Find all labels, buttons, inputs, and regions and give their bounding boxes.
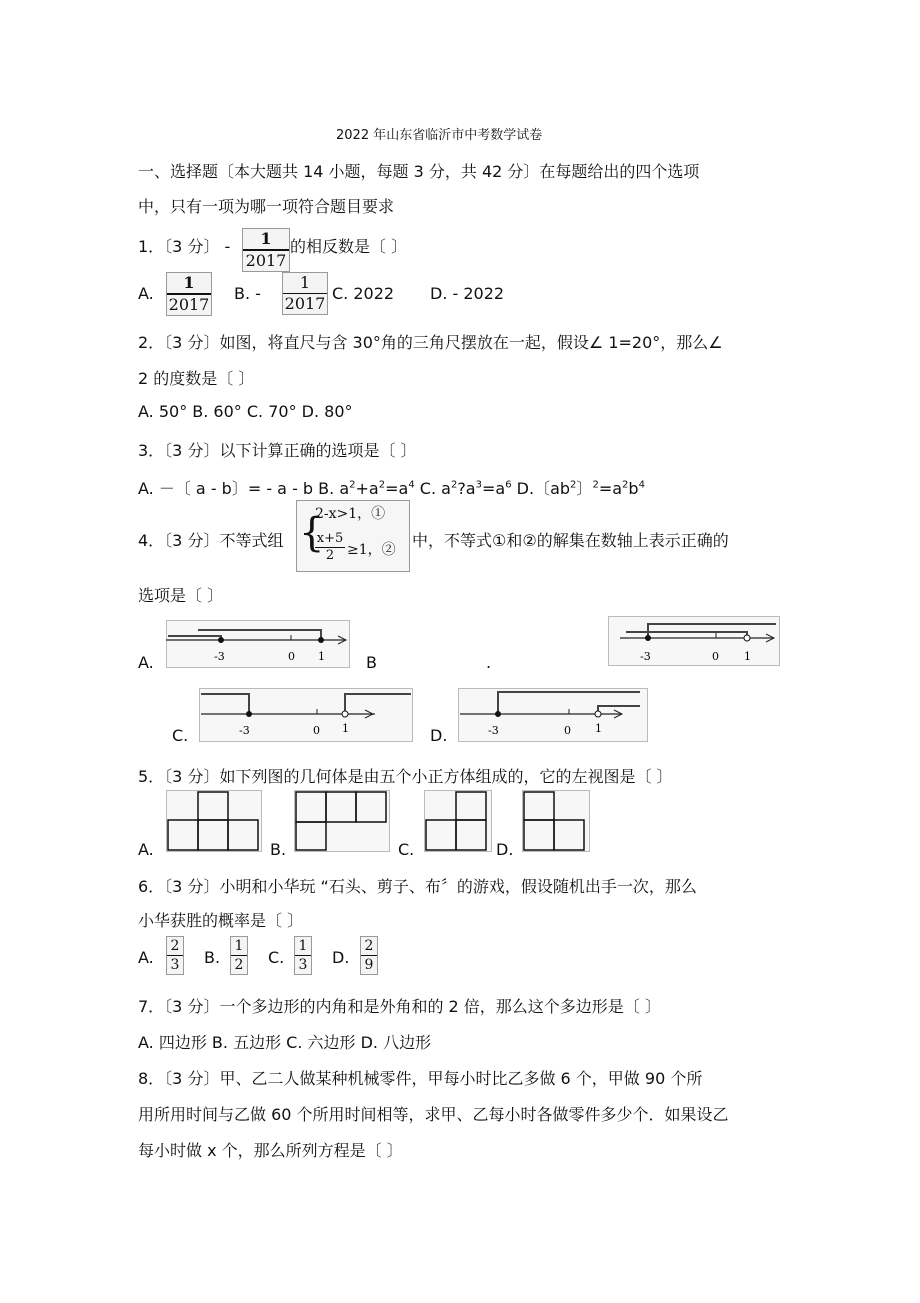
figure-frame: [200, 689, 413, 742]
q7-stem: 7．〔3 分〕一个多边形的内角和是外角和的 2 倍，那么这个多边形是〔 〕: [138, 997, 661, 1016]
tick-label: -3: [239, 724, 250, 737]
q5-option-d-label: D.: [496, 840, 514, 859]
q6-option-d-label: D.: [332, 948, 350, 967]
q4-option-a-label: A.: [138, 653, 154, 672]
open-dot: [595, 711, 601, 717]
q6-c-den: 3: [298, 957, 308, 973]
q3-eq: =a: [598, 479, 623, 498]
figure-frame: [295, 791, 390, 852]
q8-stem-line1: 8．〔3 分〕甲、乙二人做某种机械零件，甲每小时比乙多做 6 个，甲做 90 个所: [138, 1069, 703, 1088]
q6-option-c-fraction: [294, 936, 312, 975]
q6-b-num: 1: [231, 937, 247, 956]
q6-option-b-fraction: [230, 936, 248, 975]
tick-label: -3: [488, 724, 499, 737]
q6-d-num: 2: [361, 937, 377, 956]
q5-option-a-view: [166, 790, 262, 852]
q4-ineq2-num: x+5: [316, 531, 344, 546]
q3-eq: =a: [385, 479, 409, 498]
q3-sup: 2: [378, 479, 386, 491]
q3-sup: 2: [622, 479, 629, 491]
open-dot: [342, 711, 348, 717]
q1-option-b-den: 2017: [284, 294, 326, 313]
page-title: 2022 年山东省临沂市中考数学试卷: [336, 128, 543, 143]
q1-option-c: C. 2022: [332, 284, 395, 303]
q4-option-b-label: B: [366, 653, 377, 672]
q1-option-a-num: 1: [167, 273, 211, 295]
tick-label: 0: [712, 650, 719, 663]
tick-label: -3: [214, 650, 225, 663]
closed-dot: [495, 711, 501, 717]
q1-option-b-num: 1: [283, 273, 327, 294]
q4-option-b-dot: .: [486, 653, 492, 672]
q3-sup: 2: [349, 479, 356, 491]
q1-option-b-fraction: [282, 272, 328, 315]
q4-option-b-numberline: [608, 616, 780, 666]
q3-opt-d: D.〔ab: [511, 479, 571, 498]
q2-options: A. 50° B. 60° C. 70° D. 80°: [138, 402, 353, 421]
q4-ineq2-frac: [315, 531, 345, 564]
tick-label: 1: [342, 722, 349, 735]
closed-dot: [645, 635, 651, 641]
q3-opt-c: C. a: [414, 479, 451, 498]
tick-label: 1: [595, 722, 602, 735]
q4-stem-line2: 选项是〔 〕: [138, 586, 224, 605]
q3-sup: 4: [408, 479, 415, 491]
q7-options: A. 四边形 B. 五边形 C. 六边形 D. 八边形: [138, 1033, 432, 1052]
q3-paren: 〕: [576, 479, 593, 498]
q8-stem-line3: 每小时做 x 个，那么所列方程是〔 〕: [138, 1141, 403, 1160]
q3-plus: +a: [355, 479, 379, 498]
q3-options: [138, 476, 645, 499]
q6-a-num: 2: [167, 937, 183, 956]
q5-option-b-label: B.: [270, 840, 287, 859]
open-dot: [744, 635, 750, 641]
tick-label: 1: [744, 650, 751, 663]
q1-fraction-num: 1: [243, 229, 289, 251]
q3-sup: 2: [570, 479, 577, 491]
tick-label: 0: [564, 724, 571, 737]
q3-sup: 4: [638, 479, 645, 491]
q6-stem-line2: 小华获胜的概率是〔 〕: [138, 911, 304, 930]
q5-option-d-view: [522, 790, 590, 852]
q4-stem-prefix: 4．〔3 分〕不等式组: [138, 531, 284, 550]
q4-stem-suffix: 中，不等式①和②的解集在数轴上表示正确的: [412, 531, 729, 550]
q1-stem-prefix: 1．〔3 分〕 -: [138, 237, 231, 256]
q4-option-c-label: C.: [172, 726, 189, 745]
q6-d-den: 9: [364, 957, 374, 973]
q3-sup: 2: [450, 479, 458, 491]
figure-frame: [425, 791, 492, 852]
q4-ineq1: 2-x>1，①: [315, 506, 386, 522]
q6-option-d-fraction: [360, 936, 378, 975]
closed-dot: [318, 637, 324, 643]
q1-fraction: [242, 228, 290, 272]
q1-option-a-fraction: [166, 272, 212, 316]
tick-label: 0: [313, 724, 320, 737]
q5-option-c-label: C.: [398, 840, 415, 859]
q1-fraction-den: 2017: [245, 251, 287, 270]
q8-stem-line2: 用所用时间与乙做 60 个所用时间相等，求甲、乙每小时各做零件多少个．如果设乙: [138, 1105, 729, 1124]
closed-dot: [246, 711, 252, 717]
q5-option-c-view: [424, 790, 492, 852]
q4-option-d-numberline: [458, 688, 648, 742]
q6-option-c-label: C.: [268, 948, 285, 967]
q4-option-c-numberline: [199, 688, 413, 742]
q6-option-a-fraction: [166, 936, 184, 975]
q3-sup: 6: [505, 479, 512, 491]
figure-frame: [167, 791, 262, 852]
tick-label: 0: [288, 650, 295, 663]
q1-option-d: D. - 2022: [430, 284, 505, 303]
q3-dot: ?a: [457, 479, 476, 498]
q3-eq: =a: [481, 479, 506, 498]
q1-option-b: B. -: [234, 284, 261, 303]
q2-stem-line2: 2 的度数是〔 〕: [138, 369, 255, 388]
tick-label: 1: [318, 650, 325, 663]
brace-icon: {: [299, 510, 325, 556]
q5-option-a-label: A.: [138, 840, 154, 859]
closed-dot: [218, 637, 224, 643]
q6-option-a-label: A.: [138, 948, 154, 967]
q1-option-a: A.: [138, 284, 154, 303]
q4-inequality-system: [296, 500, 410, 572]
q3-opt-ab-text: A. －〔 a - b〕= - a - b B. a: [138, 479, 350, 498]
q3-sup: 3: [475, 479, 482, 491]
q6-c-num: 1: [295, 937, 311, 956]
q1-option-a-den: 2017: [168, 295, 210, 314]
q2-stem-line1: 2．〔3 分〕如图，将直尺与含 30°角的三角尺摆放在一起，假设∠ 1=20°，那么∠: [138, 333, 723, 352]
q3-stem: 3．〔3 分〕以下计算正确的选项是〔 〕: [138, 441, 417, 460]
q6-option-b-label: B.: [204, 948, 221, 967]
q5-stem: 5．〔3 分〕如下列图的几何体是由五个小正方体组成的，它的左视图是〔 〕: [138, 767, 673, 786]
q5-option-b-view: [294, 790, 390, 852]
tick-label: -3: [640, 650, 651, 663]
q4-option-a-numberline: [166, 620, 350, 668]
q4-ineq2-rest: ≥1，②: [347, 542, 396, 558]
q3-b: b: [628, 479, 639, 498]
q3-sup: 2: [592, 479, 599, 491]
q6-stem-line1: 6．〔3 分〕小明和小华玩 “石头、剪子、布〞的游戏，假设随机出手一次，那么: [138, 877, 697, 896]
q4-option-d-label: D.: [430, 726, 448, 745]
q6-b-den: 2: [234, 957, 244, 973]
section-heading-line1: 一、选择题〔本大题共 14 小题，每题 3 分，共 42 分〕在每题给出的四个选项: [138, 162, 700, 181]
q1-stem-suffix: 的相反数是〔 〕: [290, 237, 408, 256]
figure-frame: [523, 791, 590, 852]
q6-a-den: 3: [170, 957, 180, 973]
q4-ineq2-den: 2: [325, 548, 335, 563]
section-heading-line2: 中，只有一项为哪一项符合题目要求: [138, 197, 395, 216]
